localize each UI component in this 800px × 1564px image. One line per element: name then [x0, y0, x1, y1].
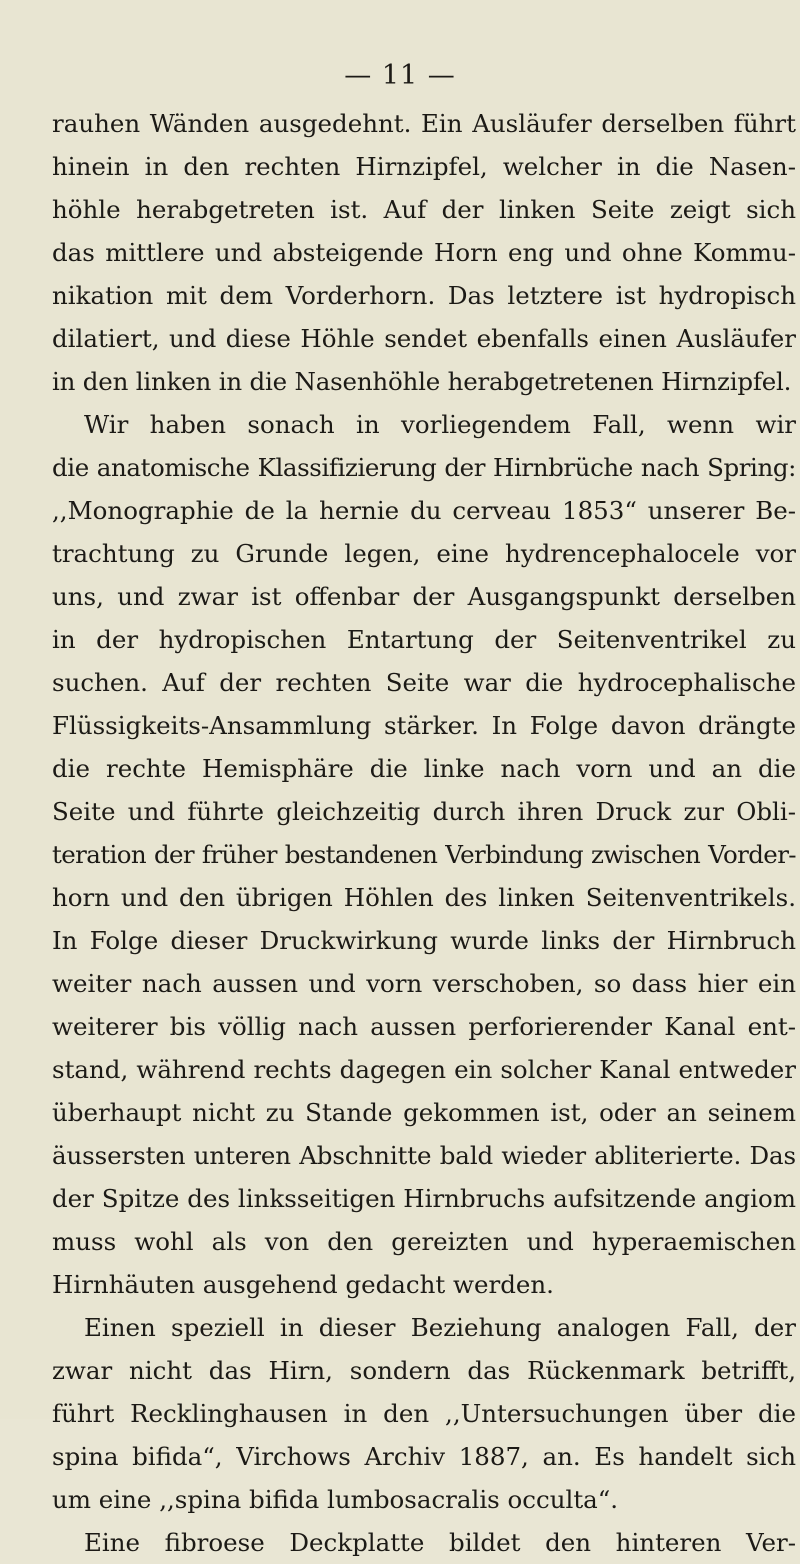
text-line: weiterer bis völlig nach aussen perforierender Kanal ent- — [52, 1012, 796, 1041]
text-line: stand, während rechts dagegen ein solcher Kanal entweder — [52, 1055, 796, 1084]
text-line: Einen speziell in dieser Beziehung analogen Fall, der — [84, 1313, 796, 1342]
text-line: teration der früher bestandenen Verbindung zwischen Vorder- — [52, 840, 796, 869]
text-line: rauhen Wänden ausgedehnt. Ein Ausläufer derselben führt — [52, 109, 796, 138]
text-line: weiter nach aussen und vorn verschoben, so dass hier ein — [52, 969, 796, 998]
text-line: Wir haben sonach in vorliegendem Fall, wenn wir — [84, 410, 796, 439]
text-line: höhle herabgetreten ist. Auf der linken Seite zeigt sich — [52, 195, 796, 224]
text-line: Seite und führte gleichzeitig durch ihren Druck zur Obli- — [52, 797, 796, 826]
text-line: der Spitze des linksseitigen Hirnbruchs aufsitzende angiom — [52, 1184, 796, 1213]
text-line: ,,Monographie de la hernie du cerveau 1853“ unserer Be- — [52, 496, 796, 525]
text-line: Eine fibroese Deckplatte bildet den hinteren Ver- — [84, 1528, 796, 1557]
text-line: trachtung zu Grunde legen, eine hydrencephalocele vor — [52, 539, 796, 568]
text-line: spina bifida“, Virchows Archiv 1887, an. Es handelt sich — [52, 1442, 796, 1471]
text-line: nikation mit dem Vorderhorn. Das letztere ist hydropisch — [52, 281, 796, 310]
text-line: in den linken in die Nasenhöhle herabgetretenen Hirnzipfel. — [52, 367, 792, 396]
text-line: in der hydropischen Entartung der Seitenventrikel zu — [52, 625, 796, 654]
text-line: um eine ,,spina bifida lumbosacralis occulta“. — [52, 1485, 619, 1514]
text-line: zwar nicht das Hirn, sondern das Rückenmark betrifft, — [52, 1356, 796, 1385]
text-line: führt Recklinghausen in den ,,Untersuchungen über die — [52, 1399, 796, 1428]
page-number: — 11 — — [344, 60, 456, 91]
text-line: muss wohl als von den gereizten und hyperaemischen — [52, 1227, 796, 1256]
text-line: die rechte Hemisphäre die linke nach vorn und an die — [52, 754, 796, 783]
text-line: hinein in den rechten Hirnzipfel, welcher in die Nasen- — [52, 152, 796, 181]
body-text — [52, 102, 796, 1564]
text-line: In Folge dieser Druckwirkung wurde links der Hirnbruch — [52, 926, 796, 955]
text-line: überhaupt nicht zu Stande gekommen ist, oder an seinem — [52, 1098, 796, 1127]
text-line: dilatiert, und diese Höhle sendet ebenfalls einen Ausläufer — [52, 324, 796, 353]
text-line: Hirnhäuten ausgehend gedacht werden. — [52, 1270, 554, 1299]
text-line: horn und den übrigen Höhlen des linken Seitenventrikels. — [52, 883, 796, 912]
text-line: das mittlere und absteigende Horn eng und ohne Kommu- — [52, 238, 796, 267]
text-line: Flüssigkeits-Ansammlung stärker. In Folge davon drängte — [52, 711, 796, 740]
text-line: suchen. Auf der rechten Seite war die hydrocephalische — [52, 668, 796, 697]
text-line: äussersten unteren Abschnitte bald wieder abliterierte. Das — [52, 1141, 796, 1170]
text-line: die anatomische Klassifizierung der Hirnbrüche nach Spring: — [52, 453, 796, 482]
text-line: uns, und zwar ist offenbar der Ausgangspunkt derselben — [52, 582, 796, 611]
